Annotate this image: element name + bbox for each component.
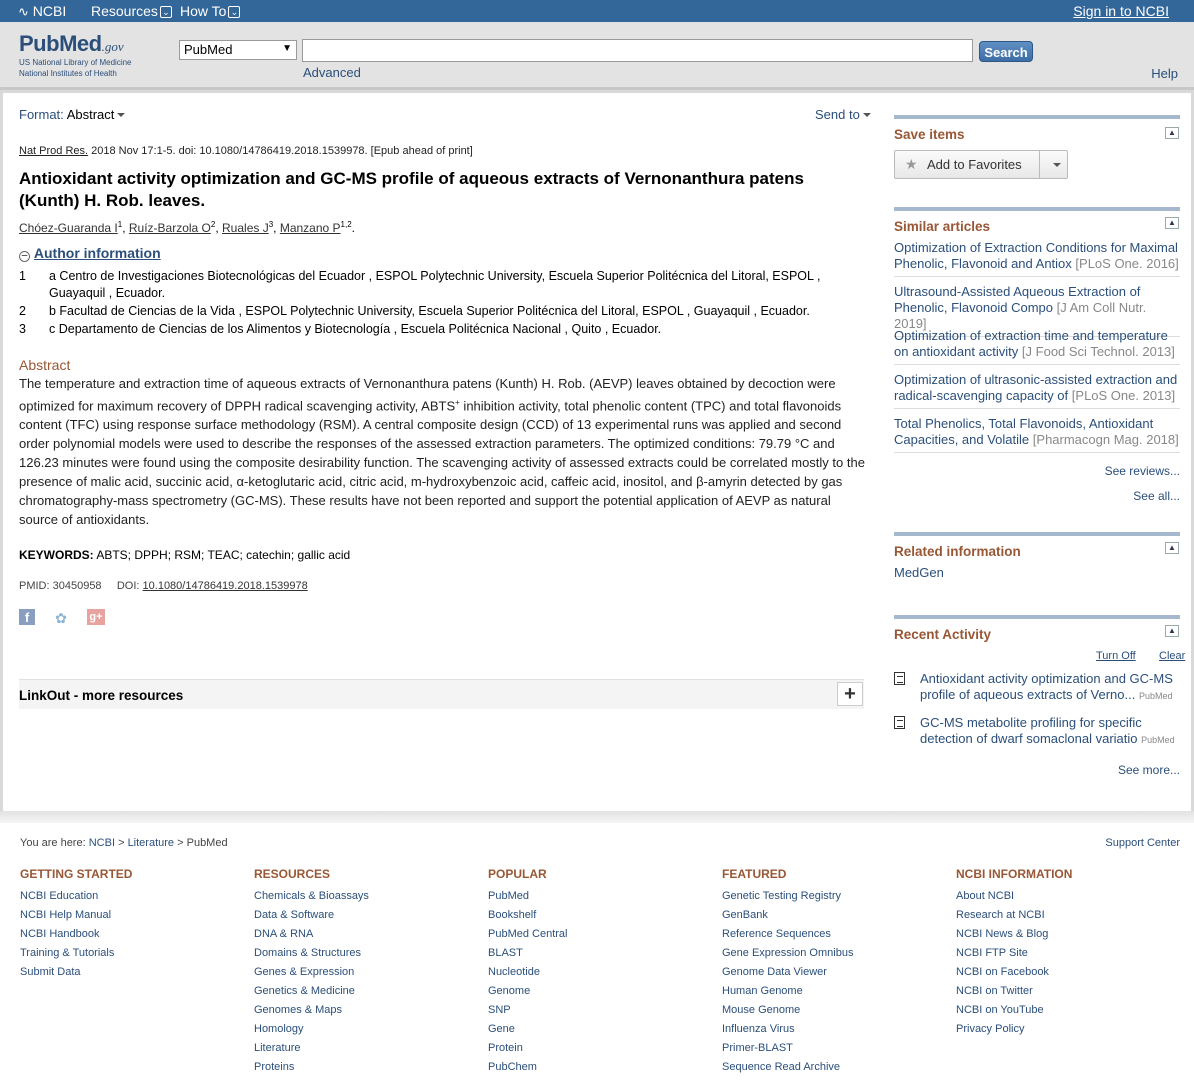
see-all-link[interactable]: See all... [1133, 489, 1180, 503]
footer-link[interactable]: NCBI FTP Site [956, 947, 1028, 959]
linkout-heading: LinkOut - more resources [19, 688, 184, 703]
footer-link[interactable]: GenBank [722, 909, 768, 921]
footer-link[interactable]: Sequence Read Archive [722, 1061, 841, 1073]
chevron-down-icon: ⌄ [228, 6, 240, 18]
abstract-heading: Abstract [19, 357, 71, 373]
footer-link[interactable]: NCBI Education [20, 890, 99, 902]
footer-column-popular: POPULAR PubMed Bookshelf PubMed Central BLAST Nucleotide Genome SNP Gene Protein PubChem [488, 867, 568, 1077]
collapse-icon[interactable]: ▲ [1165, 625, 1179, 637]
turn-off-link[interactable]: Turn Off [1096, 650, 1136, 662]
footer-column-ncbi-information: NCBI INFORMATION About NCBI Research at NCBI NCBI News & Blog NCBI FTP Site NCBI on Facebook NCBI on Twitter NCBI on YouTube Privacy Policy [956, 867, 1072, 1039]
footer-divider [0, 811, 1194, 823]
footer-link[interactable]: Genome Data Viewer [722, 966, 827, 978]
footer-link[interactable]: NCBI Handbook [20, 928, 100, 940]
see-more-link[interactable]: See more... [1117, 763, 1180, 777]
footer-link[interactable]: Domains & Structures [254, 947, 361, 959]
main-content [3, 93, 1191, 811]
similar-article-link[interactable]: Optimization of ultrasonic-assisted extraction and radical-scavenging capacity of [PLoS One. 2013] [894, 372, 1180, 409]
footer-link[interactable]: Nucleotide [488, 966, 540, 978]
footer-column-resources: RESOURCES Chemicals & Bioassays Data & Software DNA & RNA Domains & Structures Genes & Expression Genetics & Medicine Genomes & Maps Homology Literature Proteins [254, 867, 369, 1077]
logo-line-2: National Institutes of Health [19, 69, 117, 78]
portlet-divider [894, 532, 1180, 536]
author-link[interactable]: Ruales J [222, 221, 269, 235]
caret-down-icon [117, 113, 125, 117]
footer-link[interactable]: Genomes & Maps [254, 1004, 343, 1016]
footer-link[interactable]: NCBI on Facebook [956, 966, 1049, 978]
search-header [0, 22, 1194, 90]
collapse-minus-icon: – [19, 251, 30, 262]
logo-line-1: US National Library of Medicine [19, 58, 132, 67]
expand-plus-icon[interactable]: + [837, 682, 863, 706]
footer-link[interactable]: Homology [254, 1023, 304, 1035]
footer-column-featured: FEATURED Genetic Testing Registry GenBank Reference Sequences Gene Expression Omnibus Genome Data Viewer Human Genome Mouse Genome Influenza Virus Primer-BLAST Sequence Read Archive [722, 867, 853, 1077]
footer-link[interactable]: NCBI News & Blog [956, 928, 1049, 940]
help-link[interactable]: Help [1151, 66, 1178, 81]
footer-link[interactable]: Privacy Policy [956, 1023, 1025, 1035]
footer-link[interactable]: Primer-BLAST [722, 1042, 793, 1054]
footer-link[interactable]: DNA & RNA [254, 928, 314, 940]
abstract-text: The temperature and extraction time of aqueous extracts of Vernonanthura patens (Kunth) H. Rob. (AEVP) leaves obtained by decoction were optimized for maximum recovery of DPPH radical scavenging activity, ABTS+ inhibition activity, total phenolic content (TPC) and total flavonoids content (TFC) using response surface methodology (RSM). A central composite design (CCD) of 13 experimental runs was applied and second order polynomial models were used to describe the responses of the assessed extraction parameters. The optimized conditions: 79.79 °C and 126.23 minutes were found using the composite desirability function. The scavenging activity of assessed extracts could be correlated mostly to the presence of malic acid, succinic acid, α-ketoglutaric acid, citric acid, m-hydroxybenzoic acid, caffeic acid, inositol, and β-amyrin detected by gas chromatography-mass spectrometry (GC-MS). These results have not been reported and support the potential application of AEVP as natural source of antioxidants. [19, 376, 865, 528]
dropdown-arrow-icon: ▼ [282, 43, 292, 54]
affiliation-item: 2 b Facultad de Ciencias de la Vida , ESPOL Polytechnic University, Escuela Superior Politécnica del Litoral, ESPOL , Guayaquil , Ecuador. [19, 304, 810, 318]
ncbi-home-link[interactable]: ∿ NCBI [18, 3, 67, 19]
footer-link[interactable]: Mouse Genome [722, 1004, 801, 1016]
footer [0, 823, 1194, 1080]
similar-article-link[interactable]: Ultrasound-Assisted Aqueous Extraction of Phenolic, Flavonoid Compo [J Am Coll Nutr. 2019] [894, 284, 1180, 337]
database-select[interactable]: PubMed ▼ [179, 40, 297, 60]
footer-link[interactable]: Human Genome [722, 985, 803, 997]
breadcrumb: You are here: NCBI > Literature > PubMed [20, 837, 228, 849]
format-selector[interactable]: Format: Abstract [19, 107, 125, 122]
footer-link[interactable]: Genes & Expression [254, 966, 355, 978]
googleplus-share-icon[interactable]: g+ [87, 609, 105, 625]
howto-menu[interactable]: How To ⌄ [180, 3, 240, 19]
footer-link[interactable]: PubMed [488, 890, 529, 902]
add-to-favorites-button[interactable]: ★ Add to Favorites [894, 150, 1068, 179]
pubmed-logo[interactable]: PubMed.gov US National Library of Medicine National Institutes of Health [19, 31, 132, 78]
resources-menu[interactable]: Resources ⌄ [91, 3, 172, 19]
footer-link[interactable]: NCBI on Twitter [956, 985, 1033, 997]
author-list: Chóez-Guaranda $I^1$, Ruíz-Barzola $O^2$, Ruales $J^3$, Manzano P$^{1,2}$. [19, 220, 355, 235]
author-link[interactable]: Chóez-Guaranda I [19, 221, 118, 235]
save-items-heading: Save items [894, 127, 965, 142]
footer-link[interactable]: Submit Data [20, 966, 81, 978]
footer-link[interactable]: About NCBI [956, 890, 1015, 902]
footer-link[interactable]: Chemicals & Bioassays [254, 890, 369, 902]
search-input[interactable] [302, 39, 973, 62]
footer-link[interactable]: Gene Expression Omnibus [722, 947, 854, 959]
footer-link[interactable]: Training & Tutorials [20, 947, 115, 959]
collapse-icon[interactable]: ▲ [1165, 217, 1179, 229]
footer-link[interactable]: BLAST [488, 947, 523, 959]
author-link[interactable]: Ruíz-Barzola O [128, 221, 211, 235]
send-to-menu[interactable]: Send to [815, 107, 871, 122]
advanced-search-link[interactable]: Advanced [303, 65, 361, 80]
document-icon [894, 672, 905, 685]
doi-link[interactable]: 10.1080/14786419.2018.1539978 [142, 580, 308, 592]
footer-link[interactable]: Research at NCBI [956, 909, 1045, 921]
author-info-toggle[interactable]: – Author information [19, 245, 161, 262]
similar-article-link[interactable]: Total Phenolics, Total Flavonoids, Antioxidant Capacities, and Volatile [Pharmacogn Mag. 2018] [894, 416, 1180, 453]
footer-column-getting-started: GETTING STARTED NCBI Education NCBI Help Manual NCBI Handbook Training & Tutorials Submit Data [20, 867, 132, 982]
footer-link[interactable]: Bookshelf [488, 909, 537, 921]
similar-article-link[interactable]: Optimization of extraction time and temperature on antioxidant activity [J Food Sci Technol. 2013] [894, 328, 1180, 365]
footer-link[interactable]: Reference Sequences [722, 928, 831, 940]
footer-link[interactable]: Protein [488, 1042, 523, 1054]
journal-link[interactable]: Nat Prod Res. [19, 145, 89, 157]
collapse-icon[interactable]: ▲ [1165, 127, 1179, 139]
citation: Nat Prod Res. 2018 Nov 17:1-5. doi: 10.1080/14786419.2018.1539978. [Epub ahead of print] [19, 145, 473, 157]
similar-articles-heading: Similar articles [894, 219, 991, 234]
sign-in-link[interactable]: Sign in to NCBI [1073, 3, 1169, 19]
caret-down-icon [863, 113, 871, 117]
footer-link[interactable]: Genetic Testing Registry [722, 890, 842, 902]
footer-link[interactable]: Influenza Virus [722, 1023, 795, 1035]
author-link[interactable]: Manzano P [279, 221, 341, 235]
article-title: Antioxidant activity optimization and GC-MS profile of aqueous extracts of Vernonanthura patens (Kunth) H. Rob. leaves. [19, 169, 804, 210]
search-button[interactable]: Search [979, 41, 1033, 62]
recent-activity-item[interactable]: GC-MS metabolite profiling for specific detection of dwarf somaclonal variatio PubMed [894, 715, 1180, 748]
footer-link[interactable]: PubMed Central [488, 928, 568, 940]
footer-link[interactable]: Genetics & Medicine [254, 985, 355, 997]
footer-link[interactable]: NCBI Help Manual [20, 909, 112, 921]
ncbi-logo-icon: ∿ [18, 4, 29, 19]
pmid-doi: PMID: 30450958 DOI: 10.1080/14786419.2018.1539978 [19, 580, 308, 592]
recent-activity-heading: Recent Activity [894, 627, 992, 642]
affiliation-item: 3 c Departamento de Ciencias de los Alimentos y Biotecnología , Escuela Politécnica Nacional , Quito , Ecuador. [19, 322, 662, 336]
clear-link[interactable]: Clear [1159, 650, 1186, 662]
footer-link[interactable]: Proteins [254, 1061, 295, 1073]
recent-activity-item[interactable]: Antioxidant activity optimization and GC-MS profile of aqueous extracts of Verno... PubMed [894, 671, 1180, 704]
see-reviews-link[interactable]: See reviews... [1104, 464, 1180, 478]
chevron-down-icon: ⌄ [160, 6, 172, 18]
collapse-icon[interactable]: ▲ [1165, 542, 1179, 554]
portlet-divider [894, 207, 1180, 211]
footer-link[interactable]: Gene [488, 1023, 515, 1035]
footer-link[interactable]: NCBI on YouTube [956, 1004, 1044, 1016]
keywords: KEYWORDS: ABTS; DPPH; RSM; TEAC; catechin; gallic acid [19, 548, 351, 562]
support-center-link[interactable]: Support Center [1105, 837, 1180, 849]
affiliation-item: 1 a Centro de Investigaciones Biotecnológicas del Ecuador , ESPOL Polytechnic University, Escuela Superior Politécnica del Litoral, ESPOL , Guayaquil , Ecuador. [19, 269, 821, 300]
footer-link[interactable]: Data & Software [254, 909, 335, 921]
footer-link[interactable]: Literature [254, 1042, 301, 1054]
footer-link[interactable]: PubChem [488, 1061, 537, 1073]
star-icon: ★ [905, 156, 918, 172]
ncbi-top-bar [0, 0, 1194, 22]
footer-link[interactable]: Genome [488, 985, 531, 997]
linkout-section[interactable] [19, 679, 864, 709]
twitter-share-icon[interactable]: ✿ [55, 610, 67, 626]
footer-link[interactable]: SNP [488, 1004, 511, 1016]
portlet-divider [894, 615, 1180, 619]
facebook-share-icon[interactable]: f [19, 609, 35, 625]
caret-down-icon[interactable] [1053, 163, 1061, 167]
breadcrumb-literature[interactable]: Literature [127, 837, 175, 849]
similar-article-link[interactable]: Optimization of Extraction Conditions for Maximal Phenolic, Flavonoid and Antiox [PLoS One. 2016] [894, 240, 1180, 277]
portlet-divider [894, 115, 1180, 119]
related-information-heading: Related information [894, 544, 1021, 559]
document-icon [894, 716, 905, 729]
medgen-link[interactable]: MedGen [894, 565, 944, 580]
breadcrumb-ncbi[interactable]: NCBI [88, 837, 115, 849]
